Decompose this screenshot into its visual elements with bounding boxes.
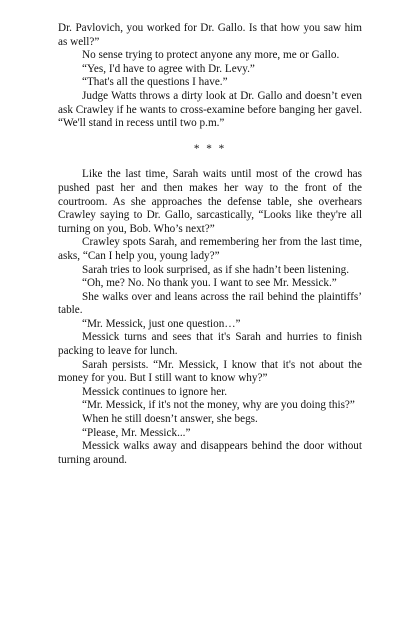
paragraph: “That's all the questions I have.” (82, 76, 228, 89)
paragraph: “Yes, I'd have to agree with Dr. Levy.” (82, 62, 255, 75)
paragraph: Messick walks away and disappears behind the door without turning around. (58, 440, 362, 466)
paragraph: Like the last time, Sarah waits until most of the crowd has pushed past her and then makes her way to the front of the courtroom. As she approaches the defense table, she overhears Crawley saying to Dr. Gallo, sarcastically, “Looks like they're all turning on you, Bob. Who’s next?” (58, 168, 362, 235)
paragraph: “Please, Mr. Messick...” (82, 426, 191, 439)
paragraph: Messick turns and sees that it's Sarah and hurries to finish packing to leave for lunch. (58, 331, 362, 358)
paragraph: When he still doesn’t answer, she begs. (82, 413, 258, 426)
paragraph: Sarah persists. “Mr. Messick, I know that it's not about the money for you. But I still want to know why?” (58, 358, 362, 385)
section-break: * * * (193, 142, 227, 155)
paragraph: She walks over and leans across the rail behind the plaintiffs’ table. (58, 290, 362, 317)
paragraph: Judge Watts throws a dirty look at Dr. Gallo and doesn’t even ask Crawley if he wants to cross-examine before banging her gavel. “We'll stand in recess until two p.m.” (58, 89, 362, 130)
paragraph: Dr. Pavlovich, you worked for Dr. Gallo. Is that how you saw him as well?” (58, 22, 362, 48)
paragraph: “Mr. Messick, just one question…” (82, 317, 241, 330)
book-page (58, 22, 362, 467)
paragraph: “Oh, me? No. No thank you. I want to see Mr. Messick.” (82, 277, 337, 290)
paragraph: No sense trying to protect anyone any more, me or Gallo. (82, 49, 340, 62)
paragraph: Crawley spots Sarah, and remembering her from the last time, asks, “Can I help you, young lady?” (58, 236, 362, 262)
paragraph: “Mr. Messick, if it's not the money, why are you doing this?” (82, 399, 355, 412)
paragraph: Sarah tries to look surprised, as if she hadn’t been listening. (82, 263, 349, 276)
paragraph: Messick continues to ignore her. (82, 385, 228, 398)
